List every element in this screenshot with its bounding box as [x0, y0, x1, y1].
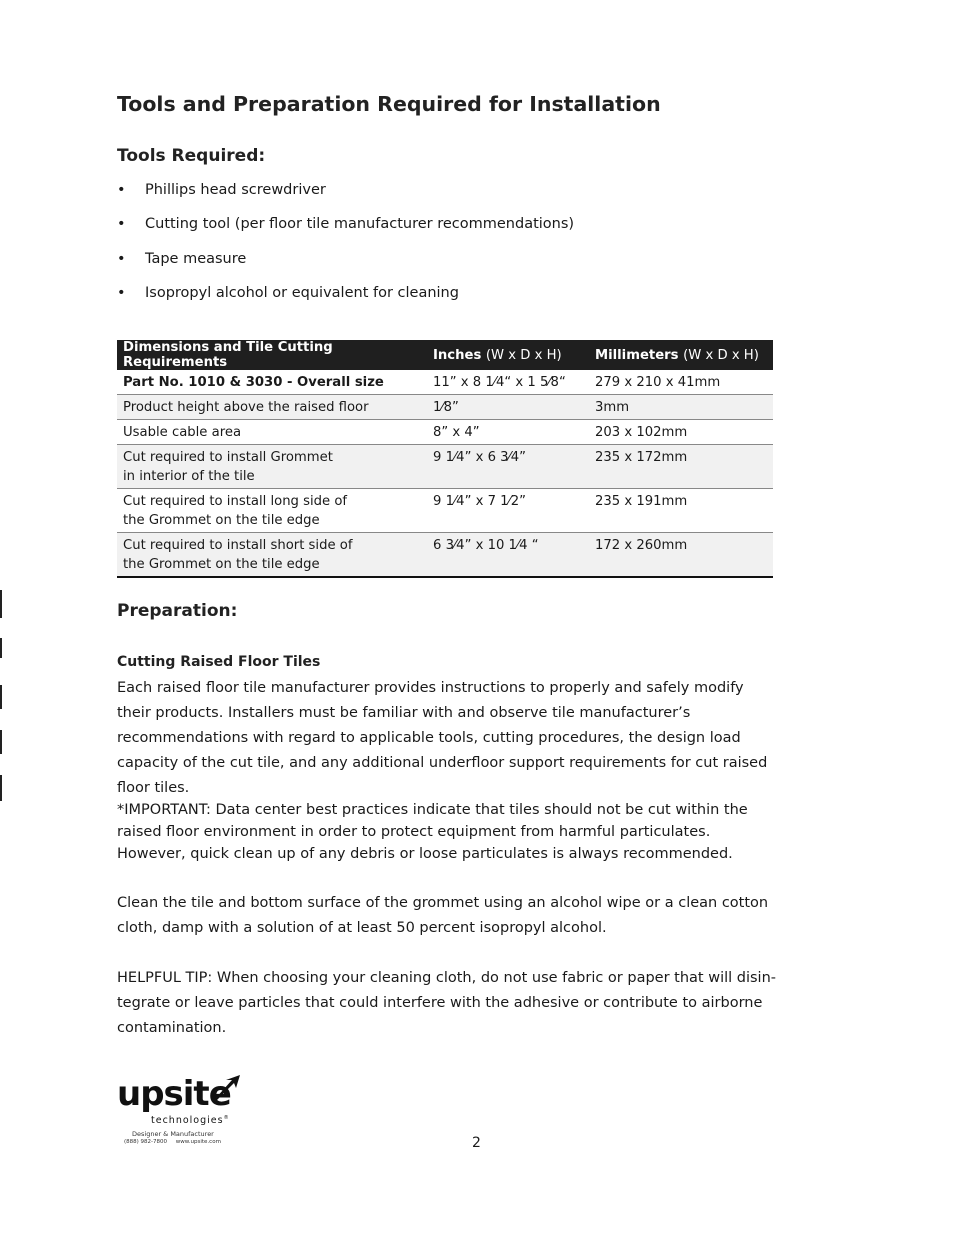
tool-item-label: Isopropyl alcohol or equivalent for cleaning	[145, 284, 459, 301]
paragraph-manufacturer-instructions: Each raised floor tile manufacturer provides instructions to properly and safely modify their products. Installers must be familiar with and observe tile manufacturer’s recommendations with regard to applicable tools, cutting procedures, the design load capacity of the cut tile, and any additional underfloor support requirements for cut raised floor tiles.	[117, 680, 768, 796]
crop-marks	[0, 590, 3, 802]
table-row	[117, 370, 773, 395]
list-item	[117, 216, 574, 250]
contact-line: (888) 982-7800 www.upsite.com	[124, 1139, 221, 1145]
tool-item-label: Phillips head screwdriver	[145, 182, 326, 198]
column-header-requirements: Dimensions and Tile Cutting Requirements	[117, 340, 427, 370]
table-header-row	[117, 340, 773, 370]
row-inches: 9 1⁄4” x 6 3⁄4”	[427, 445, 589, 489]
row-label: Cut required to install long side of the Grommet on the tile edge	[117, 489, 427, 533]
tools-list	[117, 182, 574, 319]
row-label: Product height above the raised floor	[117, 395, 427, 420]
paragraph-important-note: *IMPORTANT: Data center best practices indicate that tiles should not be cut within the raised floor environment in order to protect equipment from harmful particulates. However, quick clean up of any debris or loose particulates is always recommended.	[117, 802, 748, 862]
bullet-icon: •	[117, 216, 126, 233]
logo-swoosh-icon	[212, 1074, 242, 1102]
row-inches: 6 3⁄4” x 10 1⁄4 “	[427, 533, 589, 578]
row-millimeters: 172 x 260mm	[589, 533, 773, 578]
bullet-icon: •	[117, 284, 126, 301]
list-item	[117, 285, 574, 319]
table-row	[117, 395, 773, 420]
row-label: Cut required to install Grommet in interior of the tile	[117, 445, 427, 489]
row-millimeters: 235 x 172mm	[589, 445, 773, 489]
row-millimeters: 203 x 102mm	[589, 420, 773, 445]
row-millimeters: 235 x 191mm	[589, 489, 773, 533]
logo-wordmark: upsite	[117, 1074, 231, 1114]
row-inches: 9 1⁄4” x 7 1⁄2”	[427, 489, 589, 533]
row-label: Cut required to install short side of the Grommet on the tile edge	[117, 533, 427, 578]
dimensions-table	[117, 340, 773, 578]
row-millimeters: 3mm	[589, 395, 773, 420]
table-row	[117, 420, 773, 445]
tool-item-label: Cutting tool (per floor tile manufacturer recommendations)	[145, 216, 575, 233]
row-inches: 11” x 8 1⁄4“ x 1 5⁄8“	[427, 370, 589, 395]
designer-label: Designer & Manufacturer	[132, 1130, 214, 1138]
list-item	[117, 182, 574, 216]
company-logo	[117, 1074, 257, 1154]
row-label: Part No. 1010 & 3030 - Overall size	[117, 370, 427, 395]
page-number: 2	[472, 1135, 481, 1151]
row-millimeters: 279 x 210 x 41mm	[589, 370, 773, 395]
tools-heading: Tools Required:	[117, 146, 266, 166]
table-row	[117, 489, 773, 533]
preparation-heading: Preparation:	[117, 601, 238, 621]
table-row	[117, 445, 773, 489]
logo-tagline: technologies®	[151, 1115, 230, 1127]
table-row	[117, 533, 773, 578]
bullet-icon: •	[117, 250, 126, 267]
cutting-subheading: Cutting Raised Floor Tiles	[117, 654, 321, 670]
paragraph-cleaning: Clean the tile and bottom surface of the grommet using an alcohol wipe or a clean cotton cloth, damp with a solution of at least 50 percent isopropyl alcohol.	[117, 895, 769, 936]
tool-item-label: Tape measure	[145, 250, 247, 267]
column-header-inches: Inches (W x D x H)	[427, 340, 589, 370]
row-inches: 1⁄8”	[427, 395, 589, 420]
column-header-millimeters: Millimeters (W x D x H)	[589, 340, 773, 370]
bullet-icon: •	[117, 182, 126, 198]
paragraph-helpful-tip: HELPFUL TIP: When choosing your cleaning cloth, do not use fabric or paper that will disin-tegrate or leave particles that could interfere with the adhesive or contribute to airborne contamination.	[117, 970, 776, 1036]
page-title: Tools and Preparation Required for Installation	[117, 92, 661, 116]
row-label: Usable cable area	[117, 420, 427, 445]
row-inches: 8” x 4”	[427, 420, 589, 445]
list-item	[117, 251, 574, 285]
